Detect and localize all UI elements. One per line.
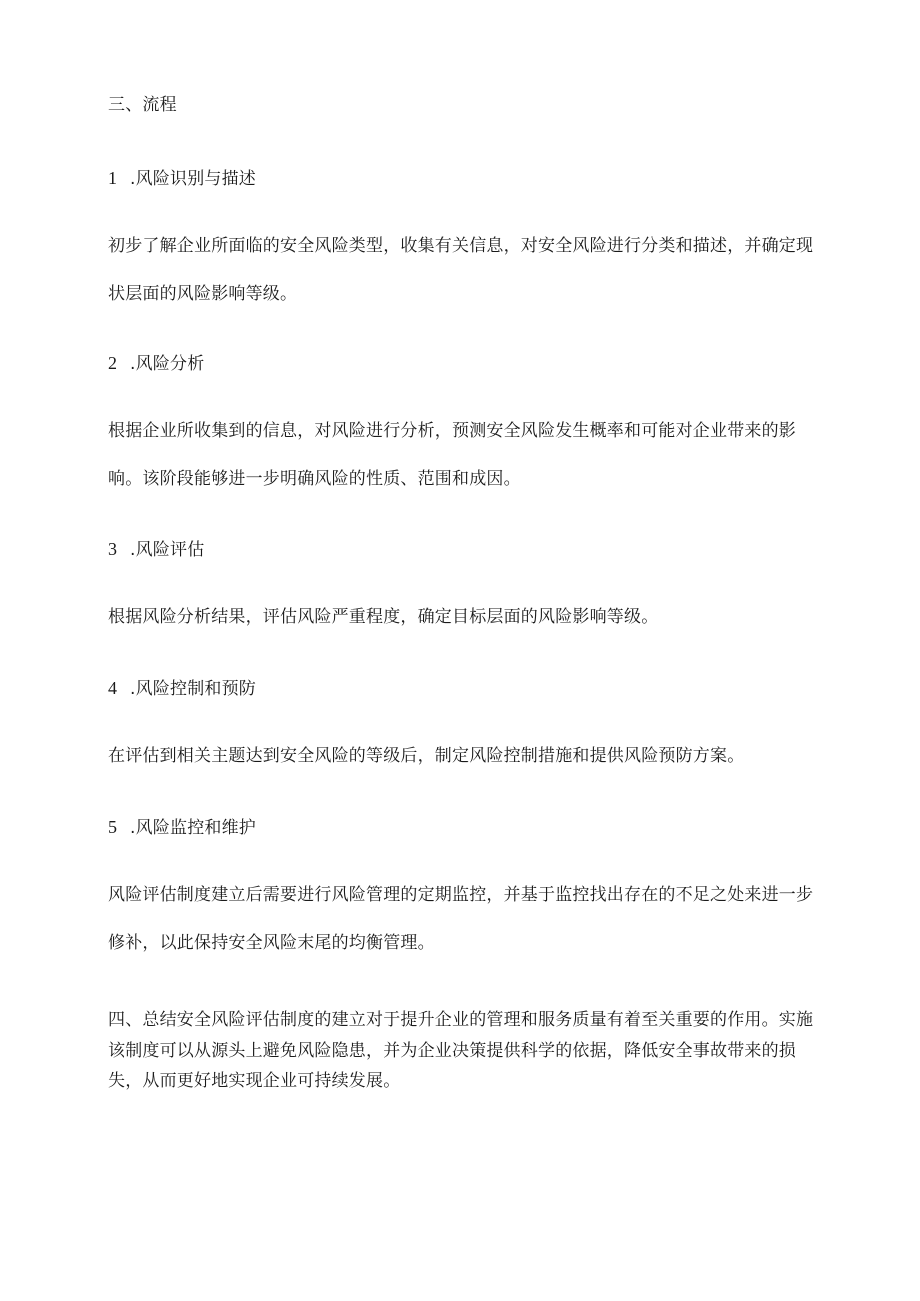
step-title-text: .风险评估 (130, 540, 205, 560)
step-number: 3 (108, 539, 118, 559)
step-title-text: .风险分析 (130, 354, 205, 374)
step-number: 1 (108, 168, 118, 188)
section4-line-3: 失，从而更好地实现企业可持续发展。 (108, 1071, 401, 1091)
step-number: 2 (108, 353, 118, 373)
step-title-text: .风险控制和预防 (130, 679, 257, 699)
step-number: 5 (108, 817, 118, 837)
step-number: 4 (108, 678, 118, 698)
step-1-title (108, 166, 256, 191)
step-5-body-line-1: 风险评估制度建立后需要进行风险管理的定期监控，并基于监控找出存在的不足之处来进一步 (108, 885, 814, 905)
step-3-title (108, 537, 204, 562)
step-title-text: .风险识别与描述 (130, 169, 257, 189)
step-2-title (108, 351, 204, 376)
step-4-title (108, 676, 256, 701)
step-title-text: .风险监控和维护 (130, 818, 257, 838)
step-5-title (108, 815, 256, 840)
section3-heading: 三、流程 (108, 95, 177, 115)
step-1-body-line-2: 状层面的风险影响等级。 (108, 284, 298, 304)
step-1-body-line-1: 初步了解企业所面临的安全风险类型，收集有关信息，对安全风险进行分类和描述，并确定现 (108, 236, 814, 256)
step-3-body-line-1: 根据风险分析结果，评估风险严重程度，确定目标层面的风险影响等级。 (108, 607, 659, 627)
step-4-body-line-1: 在评估到相关主题达到安全风险的等级后，制定风险控制措施和提供风险预防方案。 (108, 746, 745, 766)
step-2-body-line-1: 根据企业所收集到的信息，对风险进行分析，预测安全风险发生概率和可能对企业带来的影 (108, 421, 796, 441)
step-2-body-line-2: 响。该阶段能够进一步明确风险的性质、范围和成因。 (108, 469, 521, 489)
section4-line-1: 四、总结安全风险评估制度的建立对于提升企业的管理和服务质量有着至关重要的作用。实施 (108, 1010, 814, 1030)
step-5-body-line-2: 修补，以此保持安全风险末尾的均衡管理。 (108, 933, 435, 953)
section4-line-2: 该制度可以从源头上避免风险隐患，并为企业决策提供科学的依据，降低安全事故带来的损 (108, 1041, 796, 1061)
